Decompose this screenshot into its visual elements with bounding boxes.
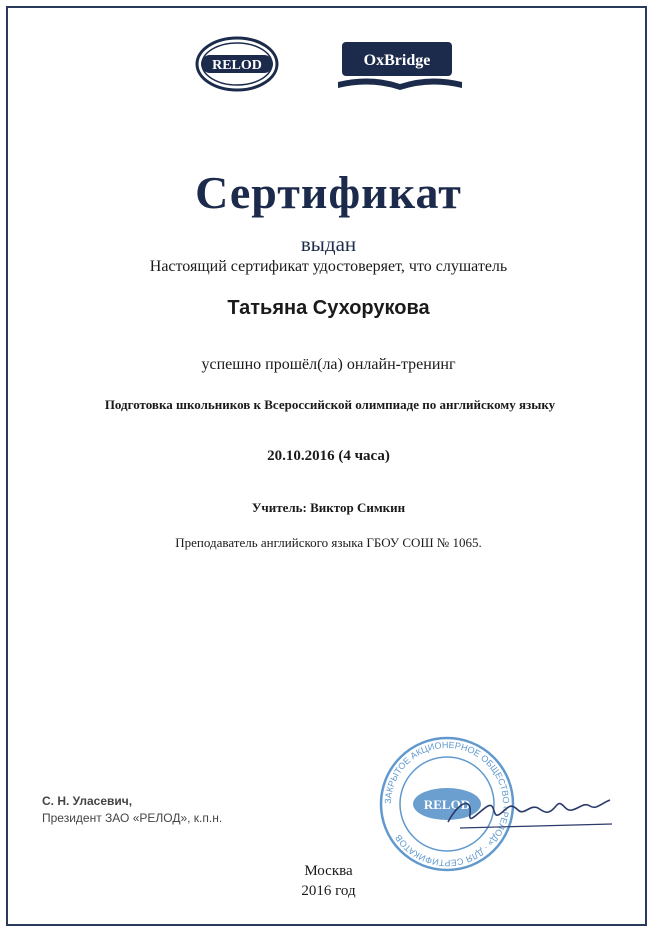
completion-text: успешно прошёл(ла) онлайн-тренинг xyxy=(201,356,456,373)
signer-title: Президент ЗАО «РЕЛОД», к.п.н. xyxy=(42,811,223,825)
oxbridge-logo-text: OxBridge xyxy=(363,52,431,69)
teacher-name: Учитель: Виктор Симкин xyxy=(251,500,406,515)
recipient-name: Татьяна Сухорукова xyxy=(227,297,430,319)
city: Москва xyxy=(304,863,353,879)
issued-text: выдан xyxy=(300,232,357,256)
course-date: 20.10.2016 (4 часа) xyxy=(267,448,390,464)
stamp-logo-text: RELOD xyxy=(423,797,471,812)
teacher-position: Преподаватель английского языка ГБОУ СОШ № 1065. xyxy=(175,535,482,550)
certificate-title: Сертификат xyxy=(195,167,462,218)
relod-logo-text: RELOD xyxy=(212,58,262,73)
signer-name: С. Н. Уласевич, xyxy=(42,794,133,808)
city-year xyxy=(0,861,657,901)
year: 2016 год xyxy=(301,883,356,899)
oxbridge-logo xyxy=(336,38,464,96)
course-title: Подготовка школьников к Всероссийской олимпиаде по английскому языку xyxy=(104,397,556,412)
relod-logo xyxy=(195,36,279,92)
stamp-text: ЗАКРЫТОЕ АКЦИОНЕРНОЕ ОБЩЕСТВО «РЕЛОД» · ДЛЯ СЕРТИФИКАТОВ xyxy=(382,739,512,869)
signer-block xyxy=(42,793,222,827)
statement-text: Настоящий сертификат удостоверяет, что слушатель xyxy=(149,258,508,275)
signature xyxy=(440,780,620,840)
